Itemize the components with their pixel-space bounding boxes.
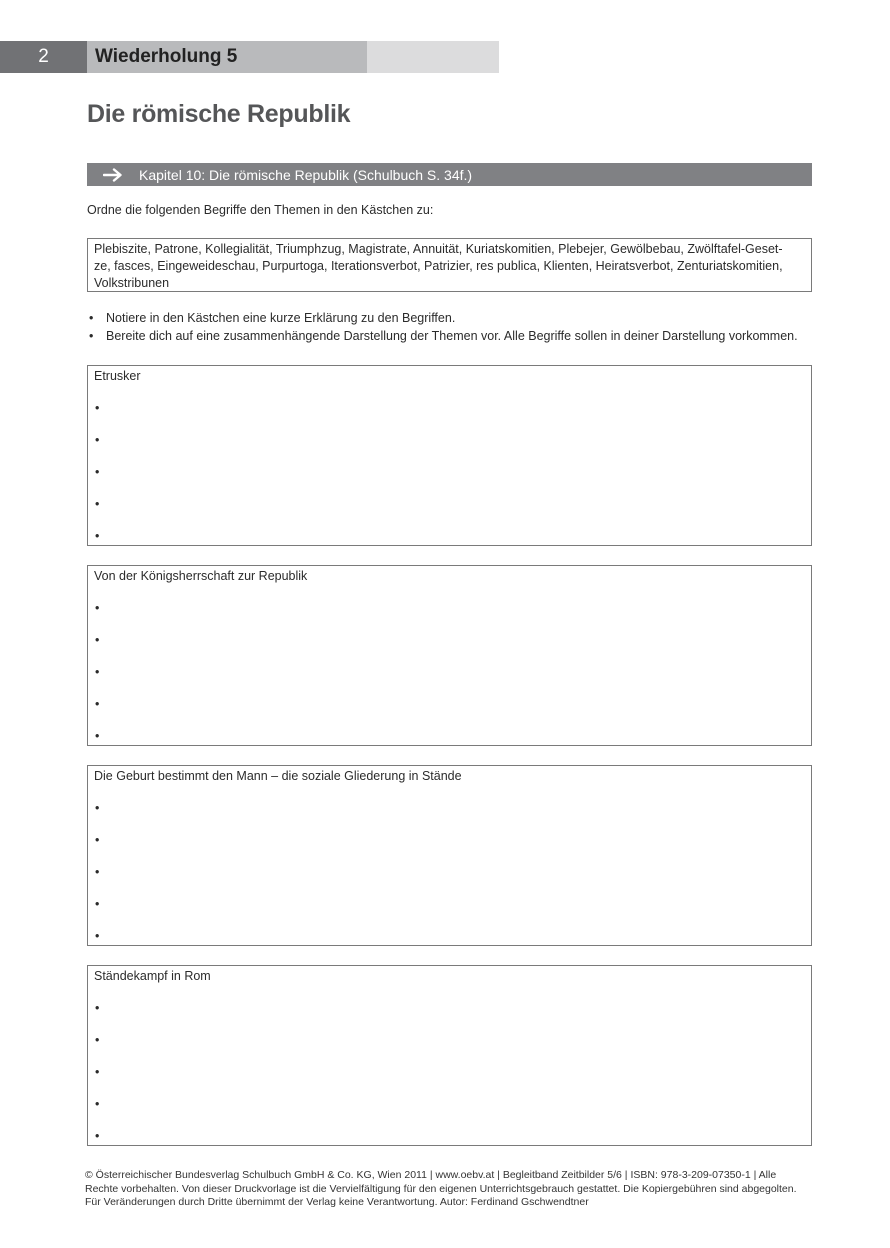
- terms-line: Volkstribunen: [94, 276, 170, 290]
- bullet-point: •: [95, 497, 100, 511]
- bullet-point: •: [95, 433, 100, 447]
- terms-line: ze, fasces, Eingeweideschau, Purpurtoga, Iterationsverbot, Patrizier, res publica, Klienten, Heiratsverbot, Zenturiatskomitien,: [94, 259, 783, 273]
- topic-title: Von der Königsherrschaft zur Republik: [94, 569, 308, 583]
- topic-title: Die Geburt bestimmt den Mann – die soziale Gliederung in Stände: [94, 769, 462, 783]
- bullet-point: •: [95, 865, 100, 879]
- chapter-bar: [87, 163, 812, 186]
- footer-line: Für Veränderungen durch Dritte übernimmt der Verlag keine Verantwortung. Autor: Ferdinand Gschwendtner: [85, 1196, 589, 1208]
- topic-box-republik: [87, 565, 812, 746]
- bullet-point: •: [95, 1097, 100, 1111]
- bullet-point: •: [95, 665, 100, 679]
- topic-title: Ständekampf in Rom: [94, 969, 211, 983]
- task-item: • Notiere in den Kästchen eine kurze Erklärung zu den Begriffen.: [87, 310, 812, 328]
- footer-line: © Österreichischer Bundesverlag Schulbuch GmbH & Co. KG, Wien 2011 | www.oebv.at | Begleitband Zeitbilder 5/6 | ISBN: 978-3-209-07350-1 | Alle: [85, 1169, 777, 1181]
- task-item: • Bereite dich auf eine zusammenhängende Darstellung der Themen vor. Alle Begriffe sollen in deiner Darstellung vorkommen.: [87, 328, 812, 346]
- task-list: [87, 310, 812, 345]
- bullet-point: •: [95, 897, 100, 911]
- bullet-point: •: [95, 801, 100, 815]
- bullet-point: •: [95, 1001, 100, 1015]
- instruction-text: Ordne die folgenden Begriffe den Themen in den Kästchen zu:: [87, 203, 434, 217]
- bullet-point: •: [95, 401, 100, 415]
- header-fill: [367, 41, 499, 73]
- topic-box-etrusker: [87, 365, 812, 546]
- terms-box: [87, 238, 812, 292]
- section-title: Wiederholung 5: [87, 41, 367, 73]
- topic-box-staende: [87, 765, 812, 946]
- footer: [85, 1169, 810, 1210]
- topic-box-staendekampf: [87, 965, 812, 1146]
- bullet-point: •: [95, 1129, 100, 1143]
- bullet-point: •: [95, 1065, 100, 1079]
- page-number: 2: [0, 41, 87, 73]
- chapter-label: Kapitel 10: Die römische Republik (Schulbuch S. 34f.): [139, 166, 473, 183]
- bullet-point: •: [95, 1033, 100, 1047]
- bullet-point: •: [95, 633, 100, 647]
- bullet-point: •: [95, 833, 100, 847]
- page-header: [0, 41, 499, 73]
- bullet-point: •: [95, 465, 100, 479]
- footer-line: Rechte vorbehalten. Von dieser Druckvorlage ist die Vervielfältigung für den eigenen Unterrichtsgebrauch gestattet. Die Kopiergebühren sind abgegolten.: [85, 1182, 797, 1195]
- topic-title: Etrusker: [94, 369, 141, 383]
- page-title: Die römische Republik: [87, 100, 351, 128]
- terms-line: Plebiszite, Patrone, Kollegialität, Triumphzug, Magistrate, Annuität, Kuriatskomitien, Plebejer, Gewölbebau, Zwölftafel-Geset-: [94, 242, 783, 256]
- bullet-point: •: [95, 529, 100, 543]
- bullet-point: •: [95, 601, 100, 615]
- bullet-point: •: [95, 929, 100, 943]
- arrow-right-icon: [87, 168, 139, 182]
- bullet-point: •: [95, 729, 100, 743]
- bullet-point: •: [95, 697, 100, 711]
